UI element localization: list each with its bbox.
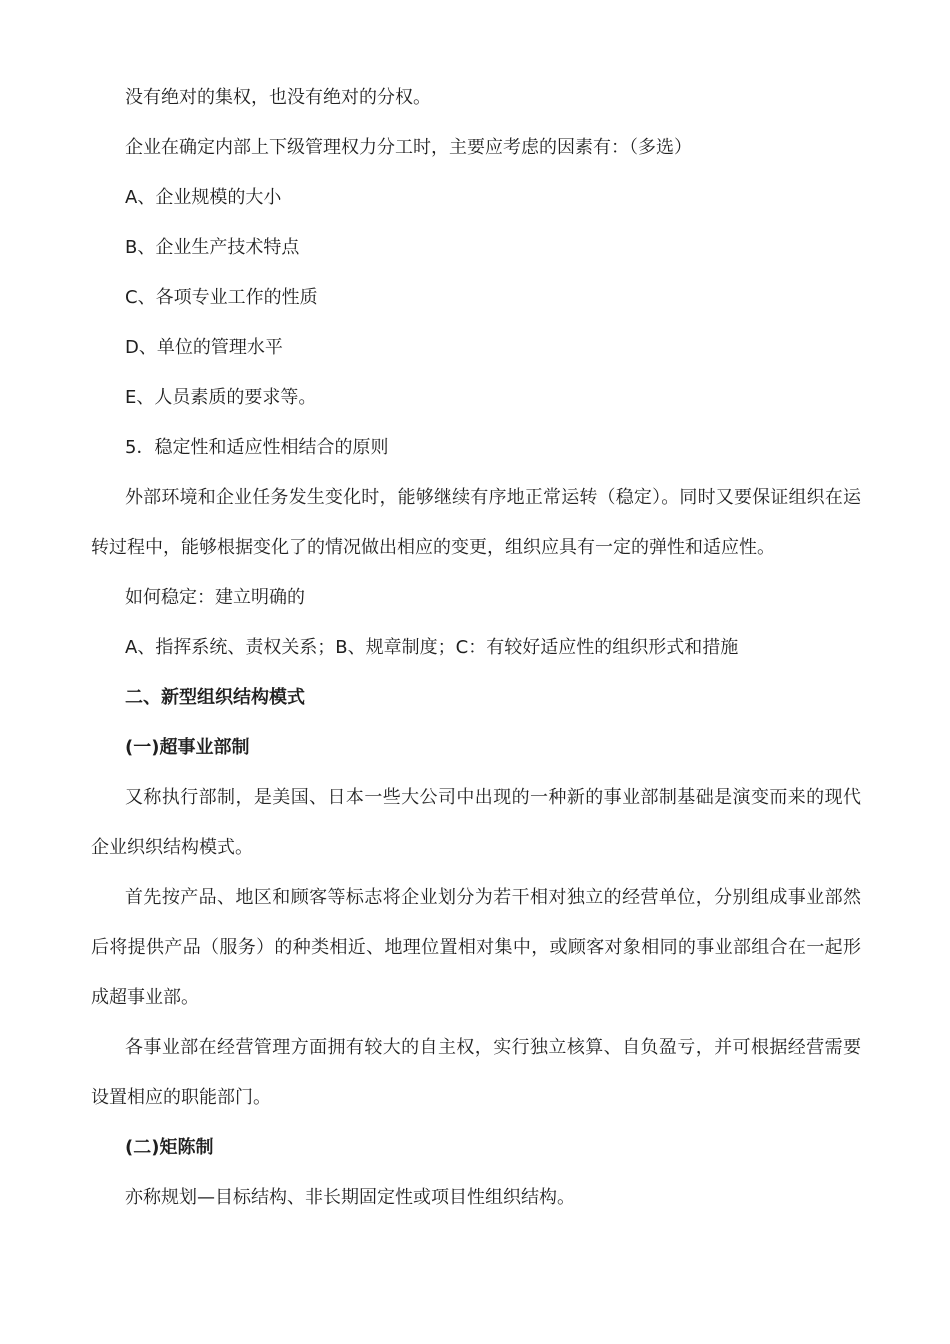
paragraph: 又称执行部制，是美国、日本一些大公司中出现的一种新的事业部制基础是演变而来的现代企业织织结构模式。 bbox=[91, 787, 861, 858]
section-heading: 二、新型组织结构模式 bbox=[125, 687, 305, 708]
list-item: A、企业规模的大小 bbox=[125, 187, 282, 208]
paragraph: A、指挥系统、责权关系；B、规章制度；C：有较好适应性的组织形式和措施 bbox=[125, 637, 739, 658]
paragraph: 各事业部在经营管理方面拥有较大的自主权，实行独立核算、自负盈亏，并可根据经营需要设置相应的职能部门。 bbox=[91, 1037, 861, 1108]
list-item: B、企业生产技术特点 bbox=[125, 237, 300, 258]
paragraph: 亦称规划—目标结构、非长期固定性或项目性组织结构。 bbox=[125, 1187, 575, 1208]
paragraph: 如何稳定：建立明确的 bbox=[125, 587, 305, 608]
paragraph: 没有绝对的集权，也没有绝对的分权。 bbox=[125, 87, 431, 108]
section-heading: 5．稳定性和适应性相结合的原则 bbox=[125, 437, 389, 458]
list-item: D、单位的管理水平 bbox=[125, 337, 283, 358]
list-item: C、各项专业工作的性质 bbox=[125, 287, 318, 308]
subsection-heading: (二)矩陈制 bbox=[125, 1137, 214, 1158]
paragraph: 企业在确定内部上下级管理权力分工时，主要应考虑的因素有：（多选） bbox=[125, 137, 692, 158]
list-item: E、人员素质的要求等。 bbox=[125, 387, 317, 408]
paragraph: 首先按产品、地区和顾客等标志将企业划分为若干相对独立的经营单位，分别组成事业部然后将提供产品（服务）的种类相近、地理位置相对集中，或顾客对象相同的事业部组合在一起形成超事业部。 bbox=[91, 887, 861, 1008]
document-page bbox=[91, 73, 861, 1223]
subsection-heading: (一)超事业部制 bbox=[125, 737, 250, 758]
paragraph: 外部环境和企业任务发生变化时，能够继续有序地正常运转（稳定）。同时又要保证组织在运转过程中，能够根据变化了的情况做出相应的变更，组织应具有一定的弹性和适应性。 bbox=[91, 487, 861, 558]
